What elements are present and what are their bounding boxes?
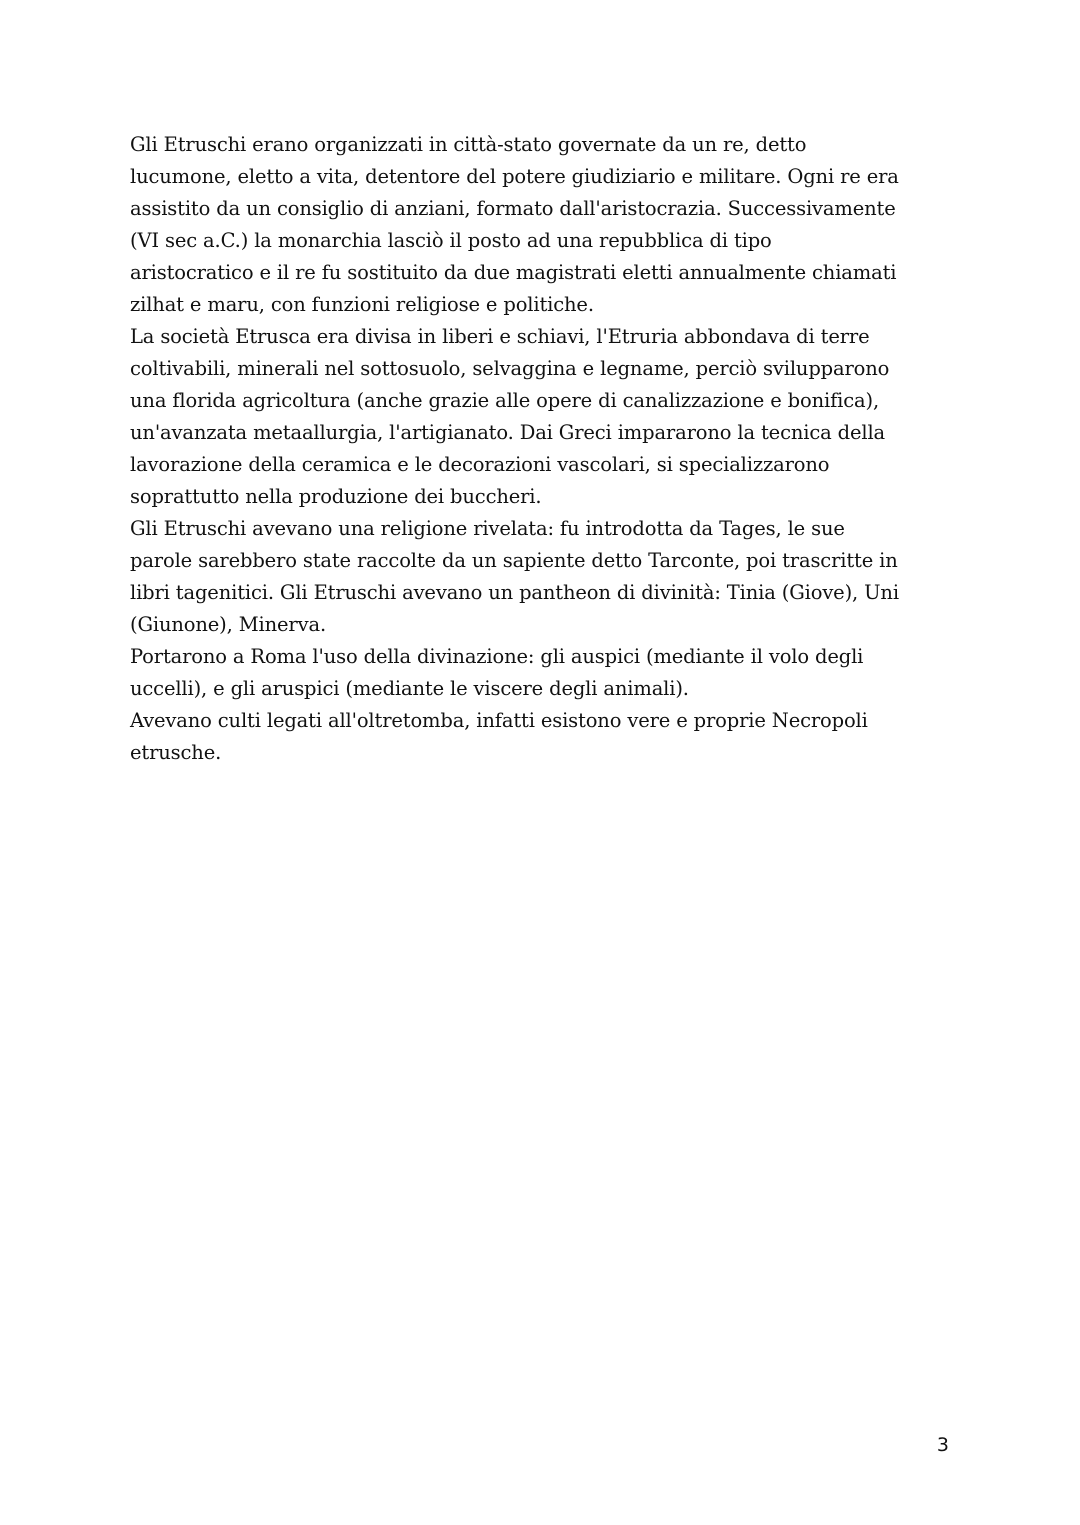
- text-line: (VI sec a.C.) la monarchia lasciò il posto ad una repubblica di tipo: [130, 229, 772, 252]
- text-line: coltivabili, minerali nel sottosuolo, selvaggina e legname, perciò svilupparono: [130, 357, 890, 380]
- text-line: lucumone, eletto a vita, detentore del potere giudiziario e militare. Ogni re era: [130, 165, 899, 188]
- text-line: (Giunone), Minerva.: [130, 613, 326, 636]
- text-line: uccelli), e gli aruspici (mediante le viscere degli animali).: [130, 677, 689, 700]
- text-line: una florida agricoltura (anche grazie alle opere di canalizzazione e bonifica),: [130, 389, 880, 412]
- text-line: un'avanzata metaallurgia, l'artigianato. Dai Greci impararono la tecnica della: [130, 421, 886, 444]
- text-line: etrusche.: [130, 741, 222, 764]
- text-line: assistito da un consiglio di anziani, formato dall'aristocrazia. Successivamente: [130, 197, 896, 220]
- text-line: Portarono a Roma l'uso della divinazione: gli auspici (mediante il volo degli: [130, 645, 864, 668]
- text-line: La società Etrusca era divisa in liberi e schiavi, l'Etruria abbondava di terre: [130, 325, 870, 348]
- body-text: [130, 129, 960, 769]
- text-line: Gli Etruschi avevano una religione rivelata: fu introdotta da Tages, le sue: [130, 517, 845, 540]
- page-number: 3: [936, 1434, 949, 1456]
- text-line: soprattutto nella produzione dei buccheri.: [130, 485, 542, 508]
- text-line: parole sarebbero state raccolte da un sapiente detto Tarconte, poi trascritte in: [130, 549, 898, 572]
- text-line: Avevano culti legati all'oltretomba, infatti esistono vere e proprie Necropoli: [130, 709, 868, 732]
- text-line: aristocratico e il re fu sostituito da due magistrati eletti annualmente chiamati: [130, 261, 897, 284]
- text-line: zilhat e maru, con funzioni religiose e politiche.: [130, 293, 594, 316]
- text-line: Gli Etruschi erano organizzati in città-stato governate da un re, detto: [130, 133, 807, 156]
- text-line: lavorazione della ceramica e le decorazioni vascolari, si specializzarono: [130, 453, 830, 476]
- text-line: libri tagenitici. Gli Etruschi avevano un pantheon di divinità: Tinia (Giove), Uni: [130, 581, 899, 604]
